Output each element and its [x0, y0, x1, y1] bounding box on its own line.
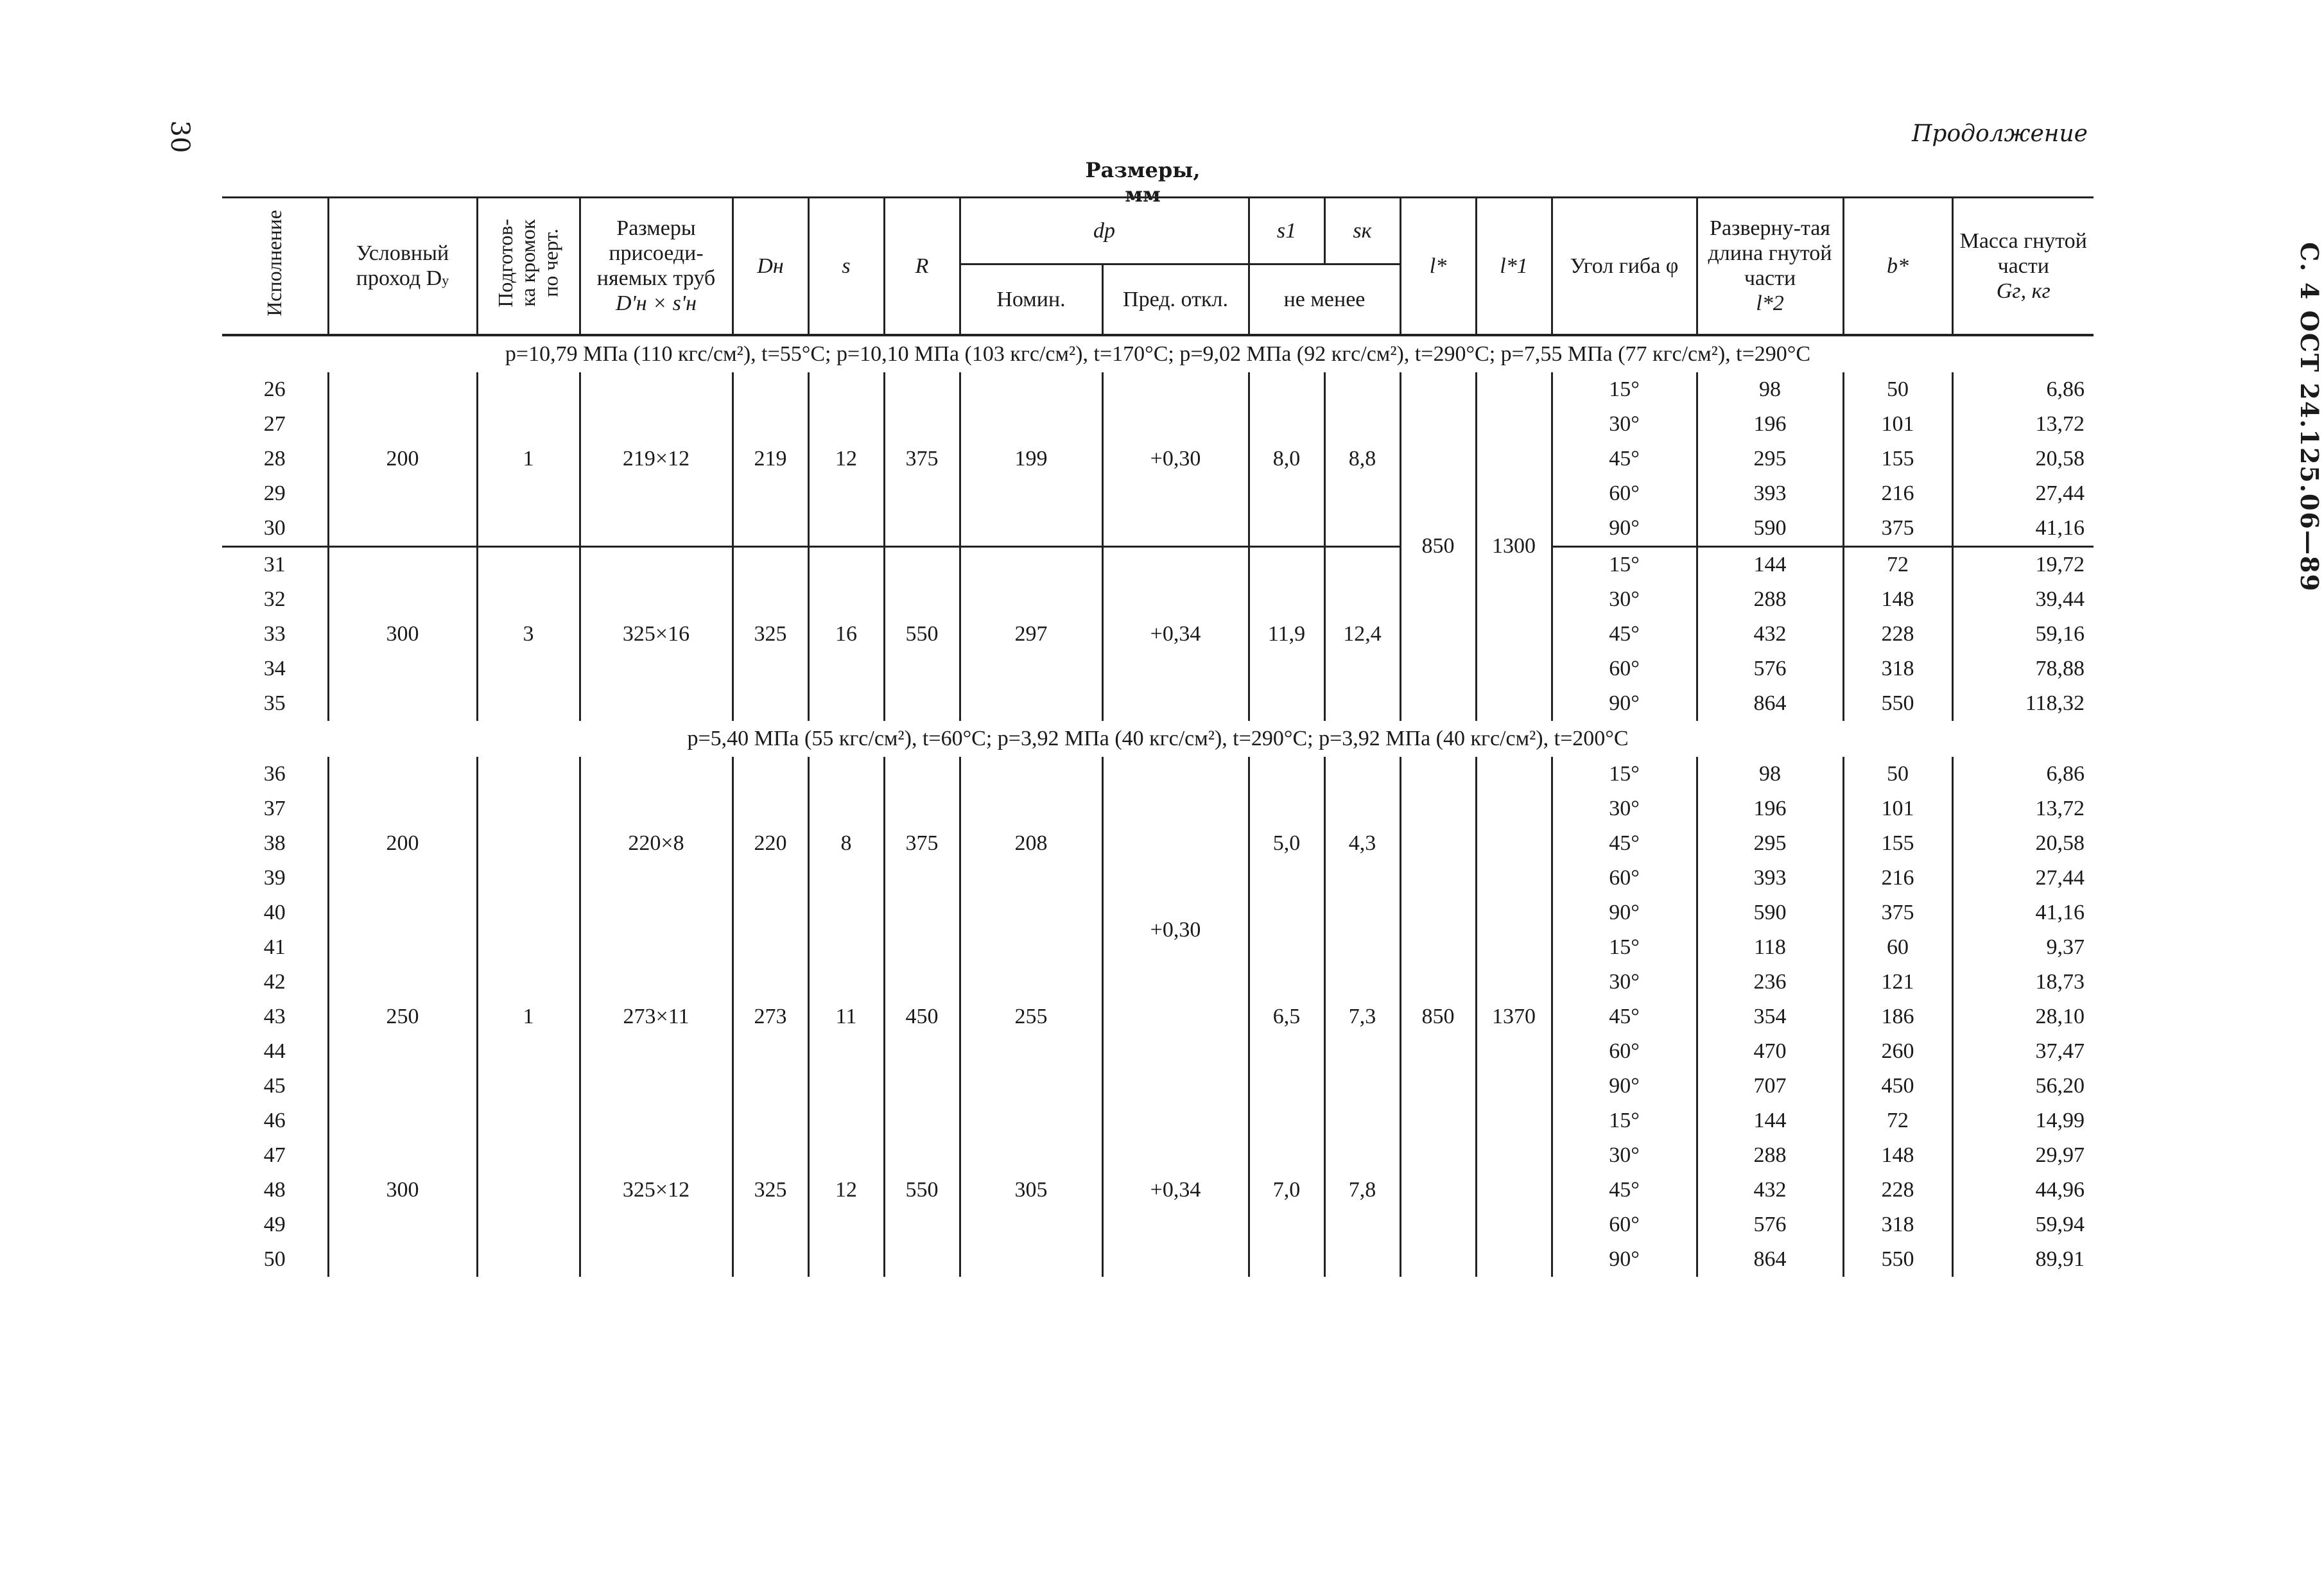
- header-s: s: [808, 198, 884, 335]
- cell-r: 550: [884, 1103, 960, 1277]
- cell-execution: 32: [222, 582, 328, 617]
- cell-b: 186: [1843, 999, 1952, 1034]
- cell-execution: 30: [222, 511, 328, 547]
- cell-developed-length: 864: [1697, 686, 1843, 721]
- cell-angle: 15°: [1552, 372, 1697, 407]
- cell-angle: 45°: [1552, 999, 1697, 1034]
- cell-angle: 30°: [1552, 1138, 1697, 1173]
- header-developed-length: [1697, 198, 1843, 335]
- cell-execution: 44: [222, 1034, 328, 1069]
- cell-execution: 49: [222, 1207, 328, 1242]
- cell-mass: 6,86: [1952, 372, 2094, 407]
- cell-s1: 6,5: [1249, 930, 1324, 1103]
- cell-b: 450: [1843, 1069, 1952, 1103]
- header-execution-label: Исполнение: [263, 209, 286, 316]
- cell-developed-length: 576: [1697, 1207, 1843, 1242]
- cell-edge-prep: 1: [477, 757, 580, 1277]
- cell-s1: 11,9: [1249, 546, 1324, 721]
- header-sk: sк: [1324, 198, 1400, 264]
- table-row: [222, 372, 2094, 407]
- cell-developed-length: 576: [1697, 652, 1843, 686]
- cell-b: 550: [1843, 1242, 1952, 1277]
- header-execution: [222, 198, 328, 335]
- cell-developed-length: 144: [1697, 1103, 1843, 1138]
- cell-b: 50: [1843, 757, 1952, 792]
- page-number: 30: [165, 120, 195, 153]
- cell-developed-length: 393: [1697, 861, 1843, 896]
- header-dp-tolerance: Пред. откл.: [1102, 264, 1249, 335]
- cell-execution: 39: [222, 861, 328, 896]
- cell-dp-nominal: 255: [960, 930, 1102, 1103]
- cell-dp-nominal: 208: [960, 757, 1102, 930]
- cell-angle: 90°: [1552, 896, 1697, 930]
- cell-execution: 48: [222, 1173, 328, 1207]
- dimensions-table: [222, 196, 2094, 1277]
- cell-execution: 43: [222, 999, 328, 1034]
- cell-mass: 13,72: [1952, 792, 2094, 826]
- cell-dp-tolerance: +0,30: [1102, 372, 1249, 547]
- cell-s: 12: [808, 372, 884, 547]
- header-dp-nominal: Номин.: [960, 264, 1102, 335]
- cell-mass: 39,44: [1952, 582, 2094, 617]
- cell-b: 216: [1843, 861, 1952, 896]
- cell-b: 121: [1843, 965, 1952, 999]
- cell-execution: 37: [222, 792, 328, 826]
- cell-developed-length: 295: [1697, 442, 1843, 476]
- header-angle: Угол гиба φ: [1552, 198, 1697, 335]
- header-l: l*: [1400, 198, 1476, 335]
- cell-b: 260: [1843, 1034, 1952, 1069]
- cell-developed-length: 354: [1697, 999, 1843, 1034]
- cell-b: 148: [1843, 1138, 1952, 1173]
- cell-sk: 4,3: [1324, 757, 1400, 930]
- cell-execution: 41: [222, 930, 328, 965]
- cell-mass: 56,20: [1952, 1069, 2094, 1103]
- cell-angle: 60°: [1552, 652, 1697, 686]
- cell-b: 375: [1843, 511, 1952, 547]
- table-caption: Размеры, мм: [1085, 158, 1201, 207]
- header-pipe-sizes-formula: D'н × s'н: [615, 291, 697, 316]
- header-edge-prep-label: Подготов- ка кромок по черт.: [494, 218, 562, 307]
- header-pipe-sizes: [580, 198, 733, 335]
- cell-b: 318: [1843, 1207, 1952, 1242]
- cell-nominal-bore: 200: [328, 372, 477, 547]
- cell-dp-tolerance: +0,34: [1102, 546, 1249, 721]
- cell-mass: 13,72: [1952, 407, 2094, 442]
- cell-angle: 45°: [1552, 617, 1697, 652]
- cell-developed-length: 196: [1697, 792, 1843, 826]
- table-row: [222, 757, 2094, 792]
- cell-mass: 28,10: [1952, 999, 2094, 1034]
- cell-developed-length: 470: [1697, 1034, 1843, 1069]
- cell-s: 11: [808, 930, 884, 1103]
- cell-mass: 59,94: [1952, 1207, 2094, 1242]
- cell-pipe-sizes: 273×11: [580, 930, 733, 1103]
- cell-l: 850: [1400, 757, 1476, 1277]
- cell-b: 72: [1843, 546, 1952, 582]
- cell-b: 72: [1843, 1103, 1952, 1138]
- cell-mass: 6,86: [1952, 757, 2094, 792]
- cell-mass: 27,44: [1952, 861, 2094, 896]
- header-pipe-sizes-label: Размеры присоеди-няемых труб: [596, 216, 716, 291]
- header-dn: Dн: [733, 198, 808, 335]
- cell-angle: 90°: [1552, 1069, 1697, 1103]
- cell-s1: 8,0: [1249, 372, 1324, 547]
- cell-angle: 15°: [1552, 1103, 1697, 1138]
- cell-pipe-sizes: 325×12: [580, 1103, 733, 1277]
- cell-nominal-bore: 250: [328, 930, 477, 1103]
- cell-angle: 15°: [1552, 757, 1697, 792]
- cell-r: 375: [884, 757, 960, 930]
- cell-dn: 325: [733, 1103, 808, 1277]
- cell-sk: 12,4: [1324, 546, 1400, 721]
- cell-execution: 28: [222, 442, 328, 476]
- cell-s: 8: [808, 757, 884, 930]
- cell-l1: 1300: [1476, 372, 1552, 721]
- cell-b: 216: [1843, 476, 1952, 511]
- standard-code: С. 4 ОСТ 24.125.06—89: [2295, 242, 2324, 593]
- cell-mass: 78,88: [1952, 652, 2094, 686]
- cell-sk: 7,8: [1324, 1103, 1400, 1277]
- cell-edge-prep: 3: [477, 546, 580, 721]
- cell-execution: 35: [222, 686, 328, 721]
- header-not-less: не менее: [1249, 264, 1400, 335]
- cell-dp-nominal: 305: [960, 1103, 1102, 1277]
- cell-mass: 27,44: [1952, 476, 2094, 511]
- cell-developed-length: 196: [1697, 407, 1843, 442]
- header-developed-length-label: Разверну-тая длина гнутой части: [1708, 216, 1832, 291]
- cell-b: 228: [1843, 1173, 1952, 1207]
- cell-execution: 34: [222, 652, 328, 686]
- cell-b: 60: [1843, 930, 1952, 965]
- cell-execution: 45: [222, 1069, 328, 1103]
- cell-b: 101: [1843, 792, 1952, 826]
- cell-mass: 41,16: [1952, 896, 2094, 930]
- cell-angle: 60°: [1552, 1034, 1697, 1069]
- cell-nominal-bore: 300: [328, 546, 477, 721]
- cell-angle: 90°: [1552, 511, 1697, 547]
- cell-angle: 60°: [1552, 861, 1697, 896]
- cell-b: 550: [1843, 686, 1952, 721]
- cell-mass: 41,16: [1952, 511, 2094, 547]
- header-nominal-bore-label: Условный проход D: [356, 241, 449, 291]
- cell-s: 12: [808, 1103, 884, 1277]
- cell-mass: 89,91: [1952, 1242, 2094, 1277]
- cell-mass: 118,32: [1952, 686, 2094, 721]
- header-edge-prep: [477, 198, 580, 335]
- cell-dn: 220: [733, 757, 808, 930]
- header-s1: s1: [1249, 198, 1324, 264]
- cell-execution: 36: [222, 757, 328, 792]
- cell-developed-length: 295: [1697, 826, 1843, 861]
- cell-b: 375: [1843, 896, 1952, 930]
- condition-text: p=10,79 МПа (110 кгс/см²), t=55°С; p=10,10 МПа (103 кгс/см²), t=170°С; p=9,02 МПа (92 кгс/см²), t=290°С; p=7,55 МПа (77 кгс/см²), t=290°С: [505, 342, 1811, 366]
- cell-execution: 46: [222, 1103, 328, 1138]
- cell-edge-prep: 1: [477, 372, 580, 547]
- header-mass-symbol: Gг, кг: [1996, 279, 2051, 303]
- cell-dp-tolerance: +0,30: [1102, 757, 1249, 1103]
- cell-dp-nominal: 297: [960, 546, 1102, 721]
- cell-execution: 29: [222, 476, 328, 511]
- cell-developed-length: 98: [1697, 372, 1843, 407]
- cell-nominal-bore: 300: [328, 1103, 477, 1277]
- cell-b: 148: [1843, 582, 1952, 617]
- cell-angle: 60°: [1552, 1207, 1697, 1242]
- cell-execution: 47: [222, 1138, 328, 1173]
- cell-pipe-sizes: 220×8: [580, 757, 733, 930]
- table-row: [222, 546, 2094, 582]
- cell-angle: 60°: [1552, 476, 1697, 511]
- condition-text: p=5,40 МПа (55 кгс/см²), t=60°С; p=3,92 МПа (40 кгс/см²), t=290°С; p=3,92 МПа (40 кгс/см²), t=200°С: [687, 726, 1629, 750]
- cell-execution: 38: [222, 826, 328, 861]
- header-nominal-bore: [328, 198, 477, 335]
- cell-mass: 44,96: [1952, 1173, 2094, 1207]
- cell-l1: 1370: [1476, 757, 1552, 1277]
- cell-developed-length: 98: [1697, 757, 1843, 792]
- cell-b: 228: [1843, 617, 1952, 652]
- cell-angle: 30°: [1552, 792, 1697, 826]
- cell-s1: 5,0: [1249, 757, 1324, 930]
- cell-mass: 9,37: [1952, 930, 2094, 965]
- cell-developed-length: 590: [1697, 896, 1843, 930]
- cell-l: 850: [1400, 372, 1476, 721]
- cell-r: 450: [884, 930, 960, 1103]
- cell-angle: 15°: [1552, 930, 1697, 965]
- cell-execution: 31: [222, 546, 328, 582]
- cell-angle: 15°: [1552, 546, 1697, 582]
- cell-pipe-sizes: 219×12: [580, 372, 733, 547]
- condition-row: [222, 335, 2094, 372]
- cell-developed-length: 288: [1697, 582, 1843, 617]
- cell-developed-length: 432: [1697, 1173, 1843, 1207]
- cell-b: 155: [1843, 442, 1952, 476]
- cell-developed-length: 288: [1697, 1138, 1843, 1173]
- cell-mass: 19,72: [1952, 546, 2094, 582]
- cell-b: 50: [1843, 372, 1952, 407]
- cell-developed-length: 118: [1697, 930, 1843, 965]
- cell-b: 101: [1843, 407, 1952, 442]
- cell-s1: 7,0: [1249, 1103, 1324, 1277]
- cell-mass: 20,58: [1952, 826, 2094, 861]
- cell-developed-length: 707: [1697, 1069, 1843, 1103]
- cell-b: 318: [1843, 652, 1952, 686]
- cell-execution: 27: [222, 407, 328, 442]
- cell-pipe-sizes: 325×16: [580, 546, 733, 721]
- cell-developed-length: 590: [1697, 511, 1843, 547]
- cell-angle: 30°: [1552, 407, 1697, 442]
- header-r: R: [884, 198, 960, 335]
- header-mass: [1952, 198, 2094, 335]
- cell-execution: 40: [222, 896, 328, 930]
- cell-angle: 30°: [1552, 582, 1697, 617]
- cell-mass: 18,73: [1952, 965, 2094, 999]
- cell-dp-nominal: 199: [960, 372, 1102, 547]
- cell-execution: 33: [222, 617, 328, 652]
- cell-developed-length: 864: [1697, 1242, 1843, 1277]
- cell-s: 16: [808, 546, 884, 721]
- cell-execution: 42: [222, 965, 328, 999]
- cell-dp-tolerance: +0,34: [1102, 1103, 1249, 1277]
- cell-dn: 273: [733, 930, 808, 1103]
- condition-row: [222, 721, 2094, 757]
- continuation-label: Продолжение: [1912, 121, 2088, 147]
- header-l1: l*1: [1476, 198, 1552, 335]
- cell-angle: 45°: [1552, 826, 1697, 861]
- header-b: b*: [1843, 198, 1952, 335]
- cell-mass: 14,99: [1952, 1103, 2094, 1138]
- cell-angle: 45°: [1552, 442, 1697, 476]
- header-nominal-bore-sub: у: [442, 272, 449, 289]
- cell-dn: 219: [733, 372, 808, 547]
- cell-r: 375: [884, 372, 960, 547]
- cell-sk: 8,8: [1324, 372, 1400, 547]
- cell-sk: 7,3: [1324, 930, 1400, 1103]
- cell-mass: 29,97: [1952, 1138, 2094, 1173]
- header-dp: dр: [960, 198, 1249, 264]
- cell-developed-length: 144: [1697, 546, 1843, 582]
- cell-developed-length: 236: [1697, 965, 1843, 999]
- cell-mass: 37,47: [1952, 1034, 2094, 1069]
- cell-r: 550: [884, 546, 960, 721]
- cell-mass: 20,58: [1952, 442, 2094, 476]
- cell-execution: 26: [222, 372, 328, 407]
- cell-developed-length: 432: [1697, 617, 1843, 652]
- cell-execution: 50: [222, 1242, 328, 1277]
- cell-b: 155: [1843, 826, 1952, 861]
- cell-angle: 90°: [1552, 686, 1697, 721]
- cell-angle: 30°: [1552, 965, 1697, 999]
- cell-developed-length: 393: [1697, 476, 1843, 511]
- header-developed-length-symbol: l*2: [1756, 291, 1784, 316]
- header-mass-label: Масса гнутой части: [1959, 229, 2087, 278]
- cell-nominal-bore: 200: [328, 757, 477, 930]
- cell-angle: 90°: [1552, 1242, 1697, 1277]
- cell-dn: 325: [733, 546, 808, 721]
- cell-angle: 45°: [1552, 1173, 1697, 1207]
- cell-mass: 59,16: [1952, 617, 2094, 652]
